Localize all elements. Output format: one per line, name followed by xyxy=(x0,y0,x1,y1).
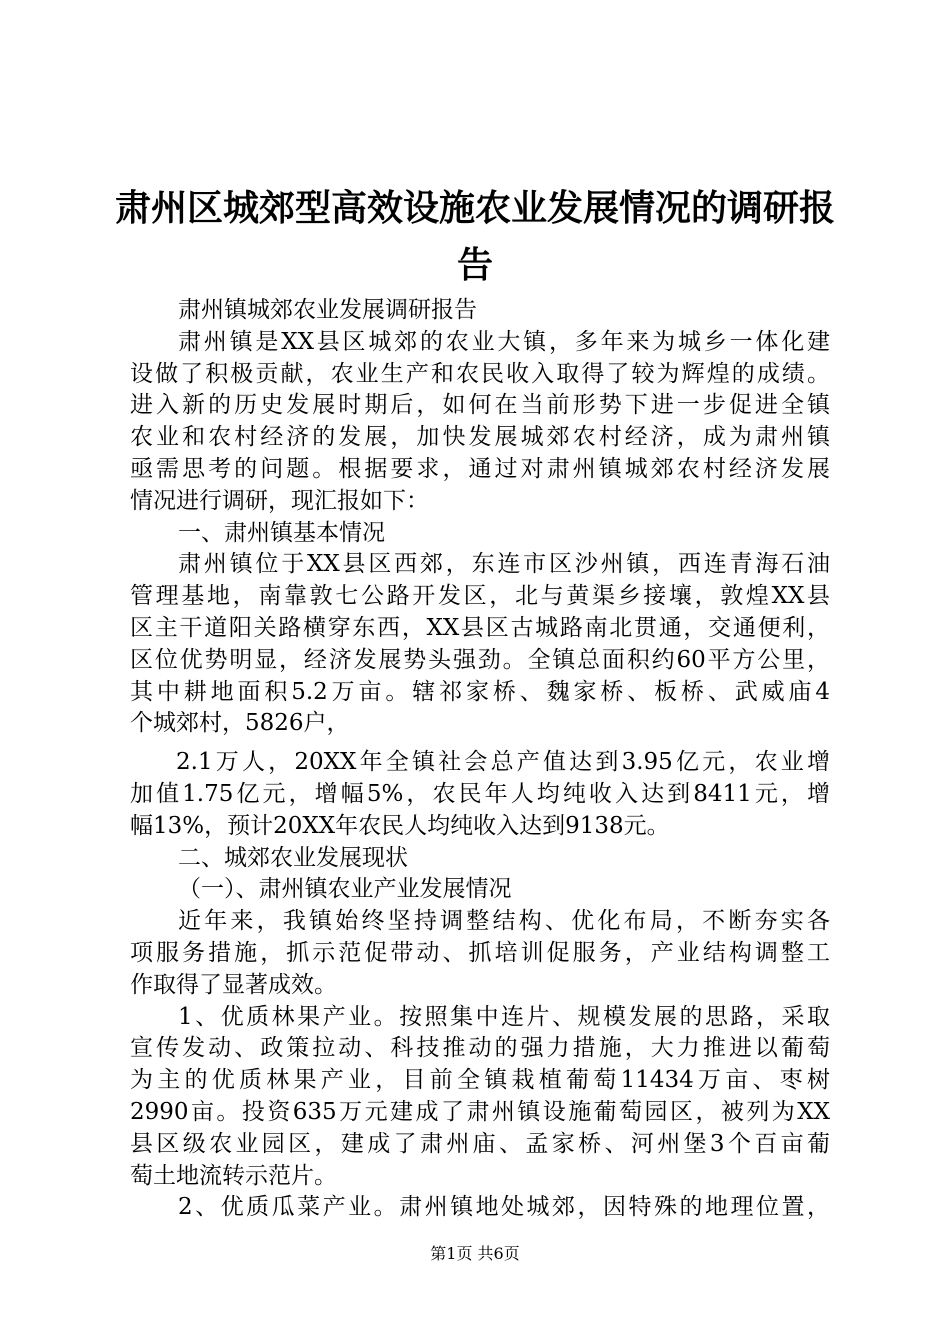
body-line: 进入新的历史发展时期后，如何在当前形势下进一步促进全镇 xyxy=(130,392,830,419)
body-line: 宣传发动、政策拉动、科技推动的强力措施，大力推进以葡萄 xyxy=(130,1035,830,1062)
body-line: 2990亩。投资635万元建成了肃州镇设施葡萄园区，被列为XX xyxy=(130,1098,830,1125)
body-line: 农业和农村经济的发展，加快发展城郊农村经济，成为肃州镇 xyxy=(130,424,830,451)
body-line: 管理基地，南靠敦七公路开发区，北与黄渠乡接壤，敦煌XX县 xyxy=(130,583,830,610)
body-line: 为主的优质林果产业，目前全镇栽植葡萄11434万亩、枣树 xyxy=(130,1067,830,1094)
section-heading: 二、城郊农业发展现状 xyxy=(178,844,408,871)
body-line: 作取得了显著成效。 xyxy=(130,971,337,998)
document-title-line-1: 肃州区城郊型高效设施农业发展情况的调研报 xyxy=(114,187,835,229)
body-line: 区位优势明显，经济发展势头强劲。全镇总面积约60平方公里， xyxy=(130,646,830,673)
subsection-heading: （一）、肃州镇农业产业发展情况 xyxy=(178,876,512,903)
body-line: 情况进行调研，现汇报如下： xyxy=(130,487,429,514)
body-line: 县区级农业园区，建成了肃州庙、孟家桥、河州堡3个百亩葡 xyxy=(130,1130,830,1157)
document-title-line-2: 告 xyxy=(456,244,493,286)
body-line: 2、优质瓜菜产业。肃州镇地处城郊，因特殊的地理位置， xyxy=(178,1194,830,1221)
body-line: 幅13%，预计20XX年农民人均纯收入达到9138元。 xyxy=(130,812,670,839)
document-body xyxy=(130,295,830,1224)
body-line: 亟需思考的问题。根据要求，通过对肃州镇城郊农村经济发展 xyxy=(130,455,830,482)
body-line: 设做了积极贡献，农业生产和农民收入取得了较为辉煌的成绩。 xyxy=(130,360,830,387)
subtitle-line: 肃州镇城郊农业发展调研报告 xyxy=(178,297,477,323)
body-line: 1、优质林果产业。按照集中连片、规模发展的思路，采取 xyxy=(178,1003,830,1030)
page-number-footer: 第1页 共6页 xyxy=(430,1244,520,1263)
body-line: 加值1.75亿元，增幅5%，农民年人均纯收入达到8411元，增 xyxy=(130,780,830,807)
body-line: 其中耕地面积5.2万亩。辖祁家桥、魏家桥、板桥、武威庙4 xyxy=(130,678,830,705)
body-line: 个城郊村，5826户， xyxy=(130,710,350,737)
body-line: 肃州镇位于XX县区西郊，东连市区沙州镇，西连青海石油 xyxy=(178,551,830,578)
body-line: 萄土地流转示范片。 xyxy=(130,1162,337,1189)
body-line: 近年来，我镇始终坚持调整结构、优化布局，不断夯实各 xyxy=(178,908,830,935)
body-line: 项服务措施，抓示范促带动、抓培训促服务，产业结构调整工 xyxy=(130,939,830,966)
body-line: 肃州镇是XX县区城郊的农业大镇，多年来为城乡一体化建 xyxy=(178,328,830,355)
body-line: 区主干道阳关路横穿东西，XX县区古城路南北贯通，交通便利， xyxy=(130,614,830,641)
section-heading: 一、肃州镇基本情况 xyxy=(178,519,385,546)
body-line: 2.1万人，20XX年全镇社会总产值达到3.95亿元，农业增 xyxy=(176,749,830,776)
